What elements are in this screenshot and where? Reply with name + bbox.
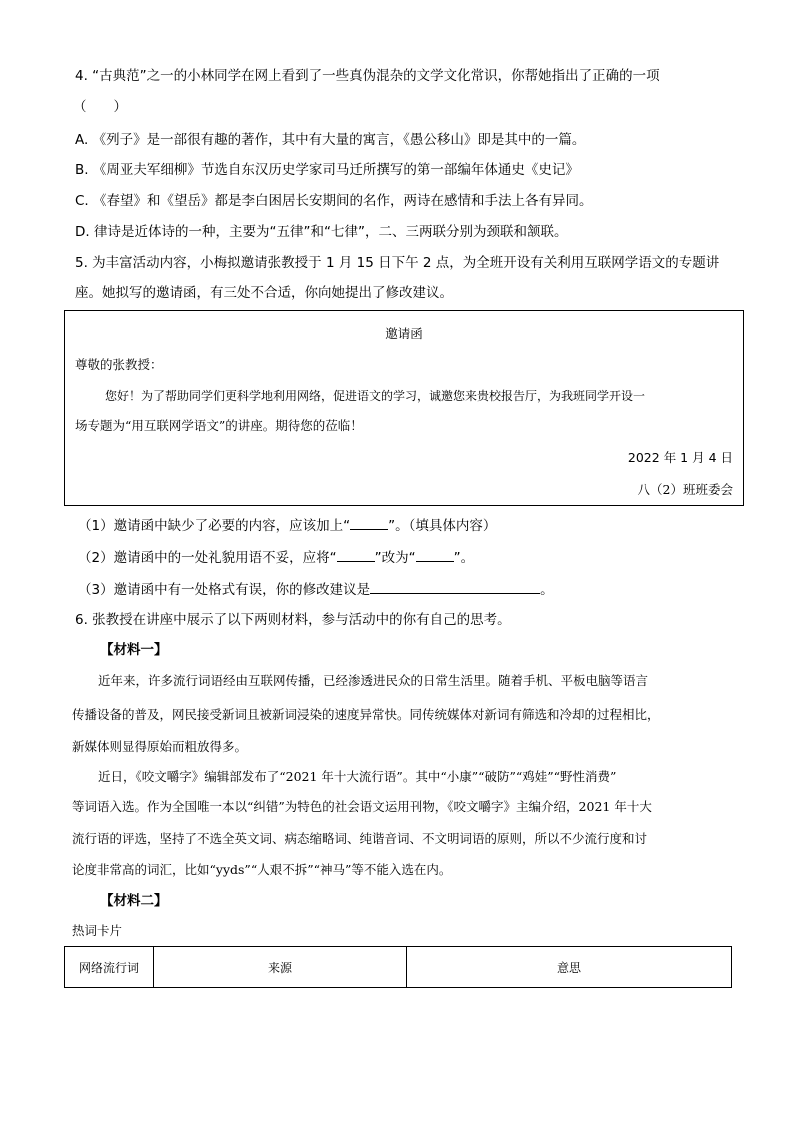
q5-sub1-blank[interactable]	[350, 515, 388, 530]
q5-stem-line2: 座。她拟写的邀请函，有三处不合适，你向她提出了修改建议。	[75, 285, 453, 301]
letter-body-line1: 您好！为了帮助同学们更科学地利用网络，促进语文的学习，诚邀您来贵校报告厅，为我班同学开设一	[105, 389, 646, 403]
q4-option-d: D. 律诗是近体诗的一种，主要为“五律”和“七律”，二、三两联分别为颈联和颔联。	[75, 224, 568, 240]
hot-word-card-title: 热词卡片	[72, 923, 123, 938]
q6-stem: 6. 张教授在讲座中展示了以下两则材料，参与活动中的你有自己的思考。	[75, 612, 511, 628]
q5-sub3: （3）邀请函中有一处格式有误，你的修改建议是 。	[78, 579, 554, 600]
letter-date: 2022 年 1 月 4 日	[627, 450, 733, 465]
material-one-p2-line1: 近日，《咬文嚼字》编辑部发布了“2021 年十大流行语”。其中“小康”“破防”“鸡娃”“野性消费”	[98, 769, 617, 784]
material-one-p2-line4: 论度非常高的词汇，比如“yyds”“人艰不拆”“神马”等不能入选在内。	[72, 862, 452, 877]
q5-sub1: （1）邀请函中缺少了必要的内容，应该加上“ ”。（填具体内容）	[78, 515, 496, 536]
q5-stem-line1: 5. 为丰富活动内容，小梅拟邀请张教授于 1 月 15 日下午 2 点，为全班开设有关利用互联网学语文的专题讲	[75, 255, 720, 271]
material-one-p1-line1: 近年来，许多流行词语经由互联网传播，已经渗透进民众的日常生活里。随着手机、平板电脑等语言	[98, 673, 649, 688]
material-one-title: 【材料一】	[100, 642, 168, 658]
q4-stem: 4. “古典范”之一的小林同学在网上看到了一些真伪混杂的文学文化常识，你帮她指出了正确的一项	[75, 68, 660, 84]
material-one-p1-line2: 传播设备的普及，网民接受新词且被新词浸染的速度异常快。同传统媒体对新词有筛选和冷却的过程相比，	[72, 707, 660, 722]
letter-body-line2: 场专题为“用互联网学语文”的讲座。期待您的莅临！	[75, 418, 363, 433]
q4-option-c: C. 《春望》和《望岳》都是李白困居长安期间的名作，两诗在感情和手法上各有异同。	[75, 193, 593, 209]
col-header-source: 来源	[154, 947, 407, 988]
material-one-p2-line3: 流行语的评选，坚持了不选全英文词、病态缩略词、纯谐音词、不文明词语的原则，所以不少流行度和讨	[72, 831, 648, 846]
q5-sub3-blank[interactable]	[370, 579, 540, 594]
q4-option-a: A. 《列子》是一部很有趣的著作，其中有大量的寓言，《愚公移山》即是其中的一篇。	[75, 132, 586, 148]
material-one-p2-line2: 等词语入选。作为全国唯一本以“纠错”为特色的社会语文运用刊物，《咬文嚼字》主编介绍，2021 年十大	[72, 799, 652, 814]
material-two-title: 【材料二】	[100, 893, 168, 909]
letter-salutation: 尊敬的张教授：	[75, 357, 163, 372]
invitation-letter-box	[64, 310, 744, 506]
material-one-p1-line3: 新媒体则显得原始而粗放得多。	[72, 739, 248, 754]
table-header-row	[65, 947, 732, 988]
q5-sub2: （2）邀请函中的一处礼貌用语不妥，应将“ ”改为“ ”。	[78, 547, 474, 568]
letter-signature: 八（2）班班委会	[637, 482, 733, 497]
hot-word-table	[64, 946, 732, 988]
q4-option-b: B. 《周亚夫军细柳》节选自东汉历史学家司马迁所撰写的第一部编年体通史《史记》	[75, 162, 579, 178]
col-header-word: 网络流行词	[65, 947, 154, 988]
q5-sub2-blank-2[interactable]	[416, 547, 454, 562]
q4-answer-paren: （ ）	[73, 99, 127, 115]
q5-sub2-blank-1[interactable]	[337, 547, 375, 562]
letter-title: 邀请函	[385, 326, 423, 341]
col-header-meaning: 意思	[407, 947, 732, 988]
